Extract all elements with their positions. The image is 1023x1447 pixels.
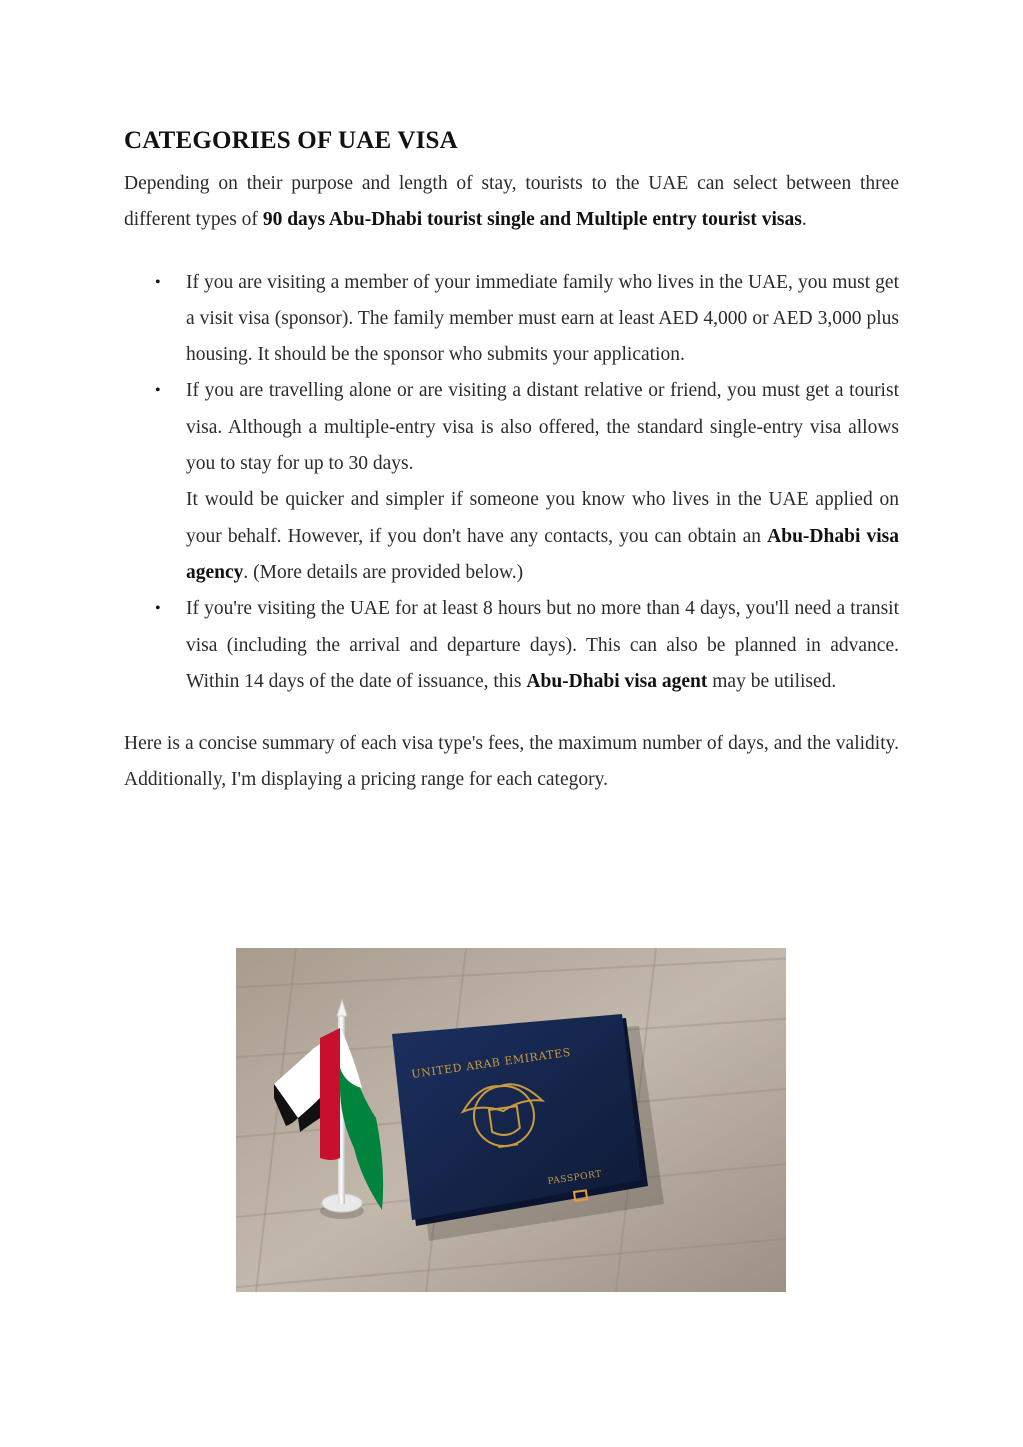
page-title: CATEGORIES OF UAE VISA bbox=[124, 127, 458, 154]
list-item-text: If you're visiting the UAE for at least 8 hours but no more than 4 days, you'll need a transit visa (including the arrival and departure days). This can also be planned in advance. Within 14 days of the date of issuance, this bbox=[186, 598, 899, 692]
photo-illustration bbox=[236, 948, 786, 1292]
list-item-extra bbox=[186, 482, 899, 591]
document-page bbox=[124, 126, 899, 799]
bullet-icon: • bbox=[155, 273, 161, 291]
intro-text: Depending on their purpose and length of stay, tourists to the UAE can select between three different types of bbox=[124, 173, 899, 231]
list-item bbox=[155, 373, 900, 591]
summary-paragraph: Here is a concise summary of each visa type's fees, the maximum number of days, and the validity. Additionally, I'm displaying a pricing range for each category. bbox=[124, 733, 899, 791]
list-item-text: If you are travelling alone or are visiting a distant relative or friend, you must get a tourist visa. Although a multiple-entry visa is also offered, the standard single-entry visa allows you to stay for up to 30 days. bbox=[186, 380, 899, 475]
intro-bold-text: 90 days Abu-Dhabi tourist single and Multiple entry tourist visas bbox=[262, 209, 802, 231]
list-item-extra-text: It would be quicker and simpler if someone you know who lives in the UAE applied on your behalf. However, if you don't have any contacts, you can obtain an bbox=[186, 489, 899, 547]
list-item bbox=[155, 591, 899, 700]
visa-agent-bold: Abu-Dhabi visa agent bbox=[526, 670, 708, 692]
bullet-icon: • bbox=[155, 600, 161, 618]
visa-type-list bbox=[124, 265, 899, 701]
intro-text-end: . bbox=[801, 209, 807, 231]
passport-label-text: PASSPORT bbox=[547, 1169, 603, 1187]
list-item-text: If you are visiting a member of your immediate family who lives in the UAE, you must get a visit visa (sponsor). The family member must earn at least AED 4,000 or AED 3,000 plus housing. It should be the sponsor who submits your application. bbox=[186, 271, 899, 366]
visa-agency-bold: Abu-Dhabi visa agency bbox=[186, 525, 900, 583]
list-item-text-end: may be utilised. bbox=[707, 670, 837, 692]
list-item-extra-end: . (More details are provided below.) bbox=[243, 561, 524, 583]
intro-paragraph bbox=[124, 166, 899, 239]
list-item bbox=[155, 265, 899, 374]
passport-flag-photo bbox=[236, 948, 786, 1292]
passport-country-text: UNITED ARAB EMIRATES bbox=[410, 1045, 572, 1081]
bullet-icon: • bbox=[155, 382, 161, 400]
